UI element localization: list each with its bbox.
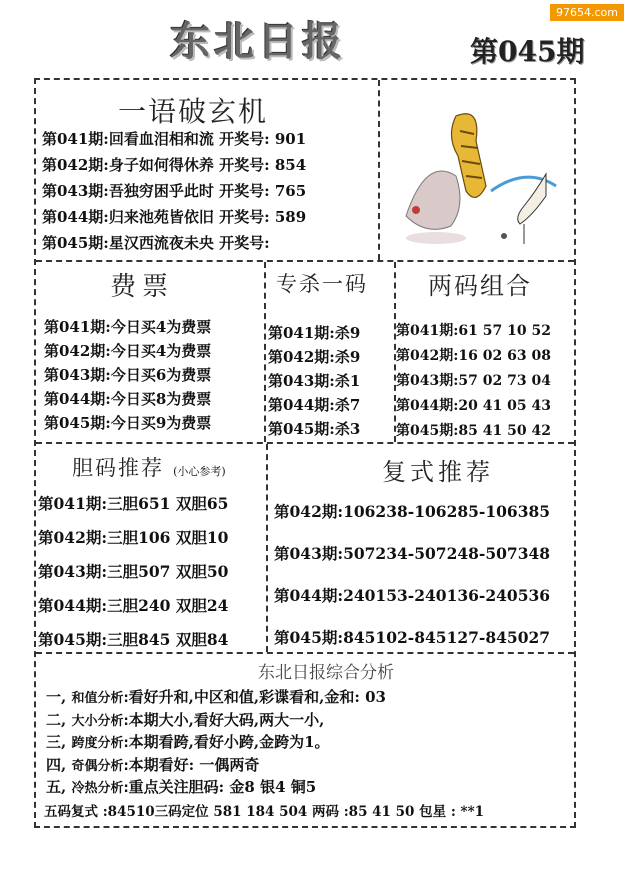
fei-row: 第042期:今日买4为费票 [44,342,212,360]
combo-row: 第042期:16 02 63 08 [396,348,551,364]
fei-row: 第045期:今日买9为费票 [44,414,212,432]
col-divider-1 [264,262,266,442]
kill-row: 第043期:杀1 [268,372,361,390]
analysis-item [46,776,386,799]
row-divider-1 [36,260,574,262]
tiger-illustration [396,96,566,252]
dan-title: 胆码推荐 [72,456,164,480]
analysis-item [46,686,386,709]
analysis-item [46,709,386,732]
masthead-title: 东北日报 [170,18,346,65]
site-watermark: 97654.com [550,4,624,21]
combo-row: 第041期:61 57 10 52 [396,323,551,339]
kill-row: 第041期:杀9 [268,324,361,342]
analysis-title: 东北日报综合分析 [258,663,394,683]
kill-row: 第044期:杀7 [268,396,361,414]
riddle-row: 第042期:身子如何得休养 开奖号: 854 [42,156,307,174]
riddle-row: 第041期:回看血泪相和流 开奖号: 901 [42,130,307,148]
riddle-row: 第045期:星汉西流夜未央 开奖号: [42,234,270,252]
dan-note: (小心参考) [173,465,226,478]
analysis-text: 本期大小,看好大码,两大一小, [128,710,325,729]
combo-title: 两码组合 [428,272,532,300]
combo-list [396,320,551,445]
analysis-prefix: 三, [46,733,67,751]
fushi-row: 第043期:507234-507248-507348 [274,544,551,563]
riddle-title: 一语破玄机 [118,95,269,128]
analysis-text: 本期看好: 一偶两奇 [128,755,260,774]
dan-list [38,492,228,662]
fushi-row: 第044期:240153-240136-240536 [274,586,551,605]
analysis-text: 重点关注胆码: 金8 银4 铜5 [128,778,317,796]
analysis-label: 大小分析: [71,713,129,729]
analysis-label: 跨度分析: [71,736,129,751]
riddle-divider [378,80,380,260]
dan-row: 第043期:三胆507 双胆50 [38,562,229,581]
dan-heading [72,452,226,482]
fushi-list [274,500,550,668]
kill-list [268,322,360,442]
dan-row: 第044期:三胆240 双胆24 [38,596,229,615]
analysis-item [46,754,386,777]
analysis-text: 本期看跨,看好小跨,金跨为1。 [128,733,330,751]
kill-row: 第045期:杀3 [268,420,361,438]
fushi-title: 复式推荐 [382,458,494,486]
riddle-row: 第044期:归来池苑皆依旧 开奖号: 589 [42,208,307,226]
analysis-prefix: 二, [46,710,67,729]
fushi-row: 第042期:106238-106285-106385 [274,502,551,521]
analysis-prefix: 四, [46,755,67,774]
analysis-footer: 五码复式 :84510三码定位 581 184 504 两码 :85 41 50 包星 : **1 [44,804,485,820]
fei-title: 费票 [110,272,175,302]
fei-list [44,316,211,436]
fei-row: 第044期:今日买8为费票 [44,390,212,408]
dan-row: 第042期:三胆106 双胆10 [38,528,229,547]
combo-row: 第043期:57 02 73 04 [396,373,551,389]
analysis-prefix: 一, [46,688,67,706]
dan-row: 第045期:三胆845 双胆84 [38,630,229,649]
fushi-row: 第045期:845102-845127-845027 [274,628,551,647]
analysis-label: 和值分析: [71,691,129,706]
analysis-label: 奇偶分析: [71,758,129,774]
riddle-list [42,128,306,258]
analysis-prefix: 五, [46,778,67,796]
riddle-row: 第043期:吾独穷困乎此时 开奖号: 765 [42,182,307,200]
fei-row: 第041期:今日买4为费票 [44,318,212,336]
analysis-text: 看好升和,中区和值,彩谍看和,金和: 03 [128,688,386,706]
analysis-label: 冷热分析: [71,781,129,796]
analysis-list [46,686,386,799]
combo-row: 第044期:20 41 05 43 [396,398,551,414]
issue-number: 第045期 [470,35,585,68]
fei-row: 第043期:今日买6为费票 [44,366,212,384]
kill-row: 第042期:杀9 [268,348,361,366]
analysis-item [46,731,386,754]
combo-row: 第045期:85 41 50 42 [396,423,551,439]
col-divider-3 [266,444,268,652]
kill-title: 专杀一码 [276,272,368,296]
dan-row: 第041期:三胆651 双胆65 [38,494,229,513]
